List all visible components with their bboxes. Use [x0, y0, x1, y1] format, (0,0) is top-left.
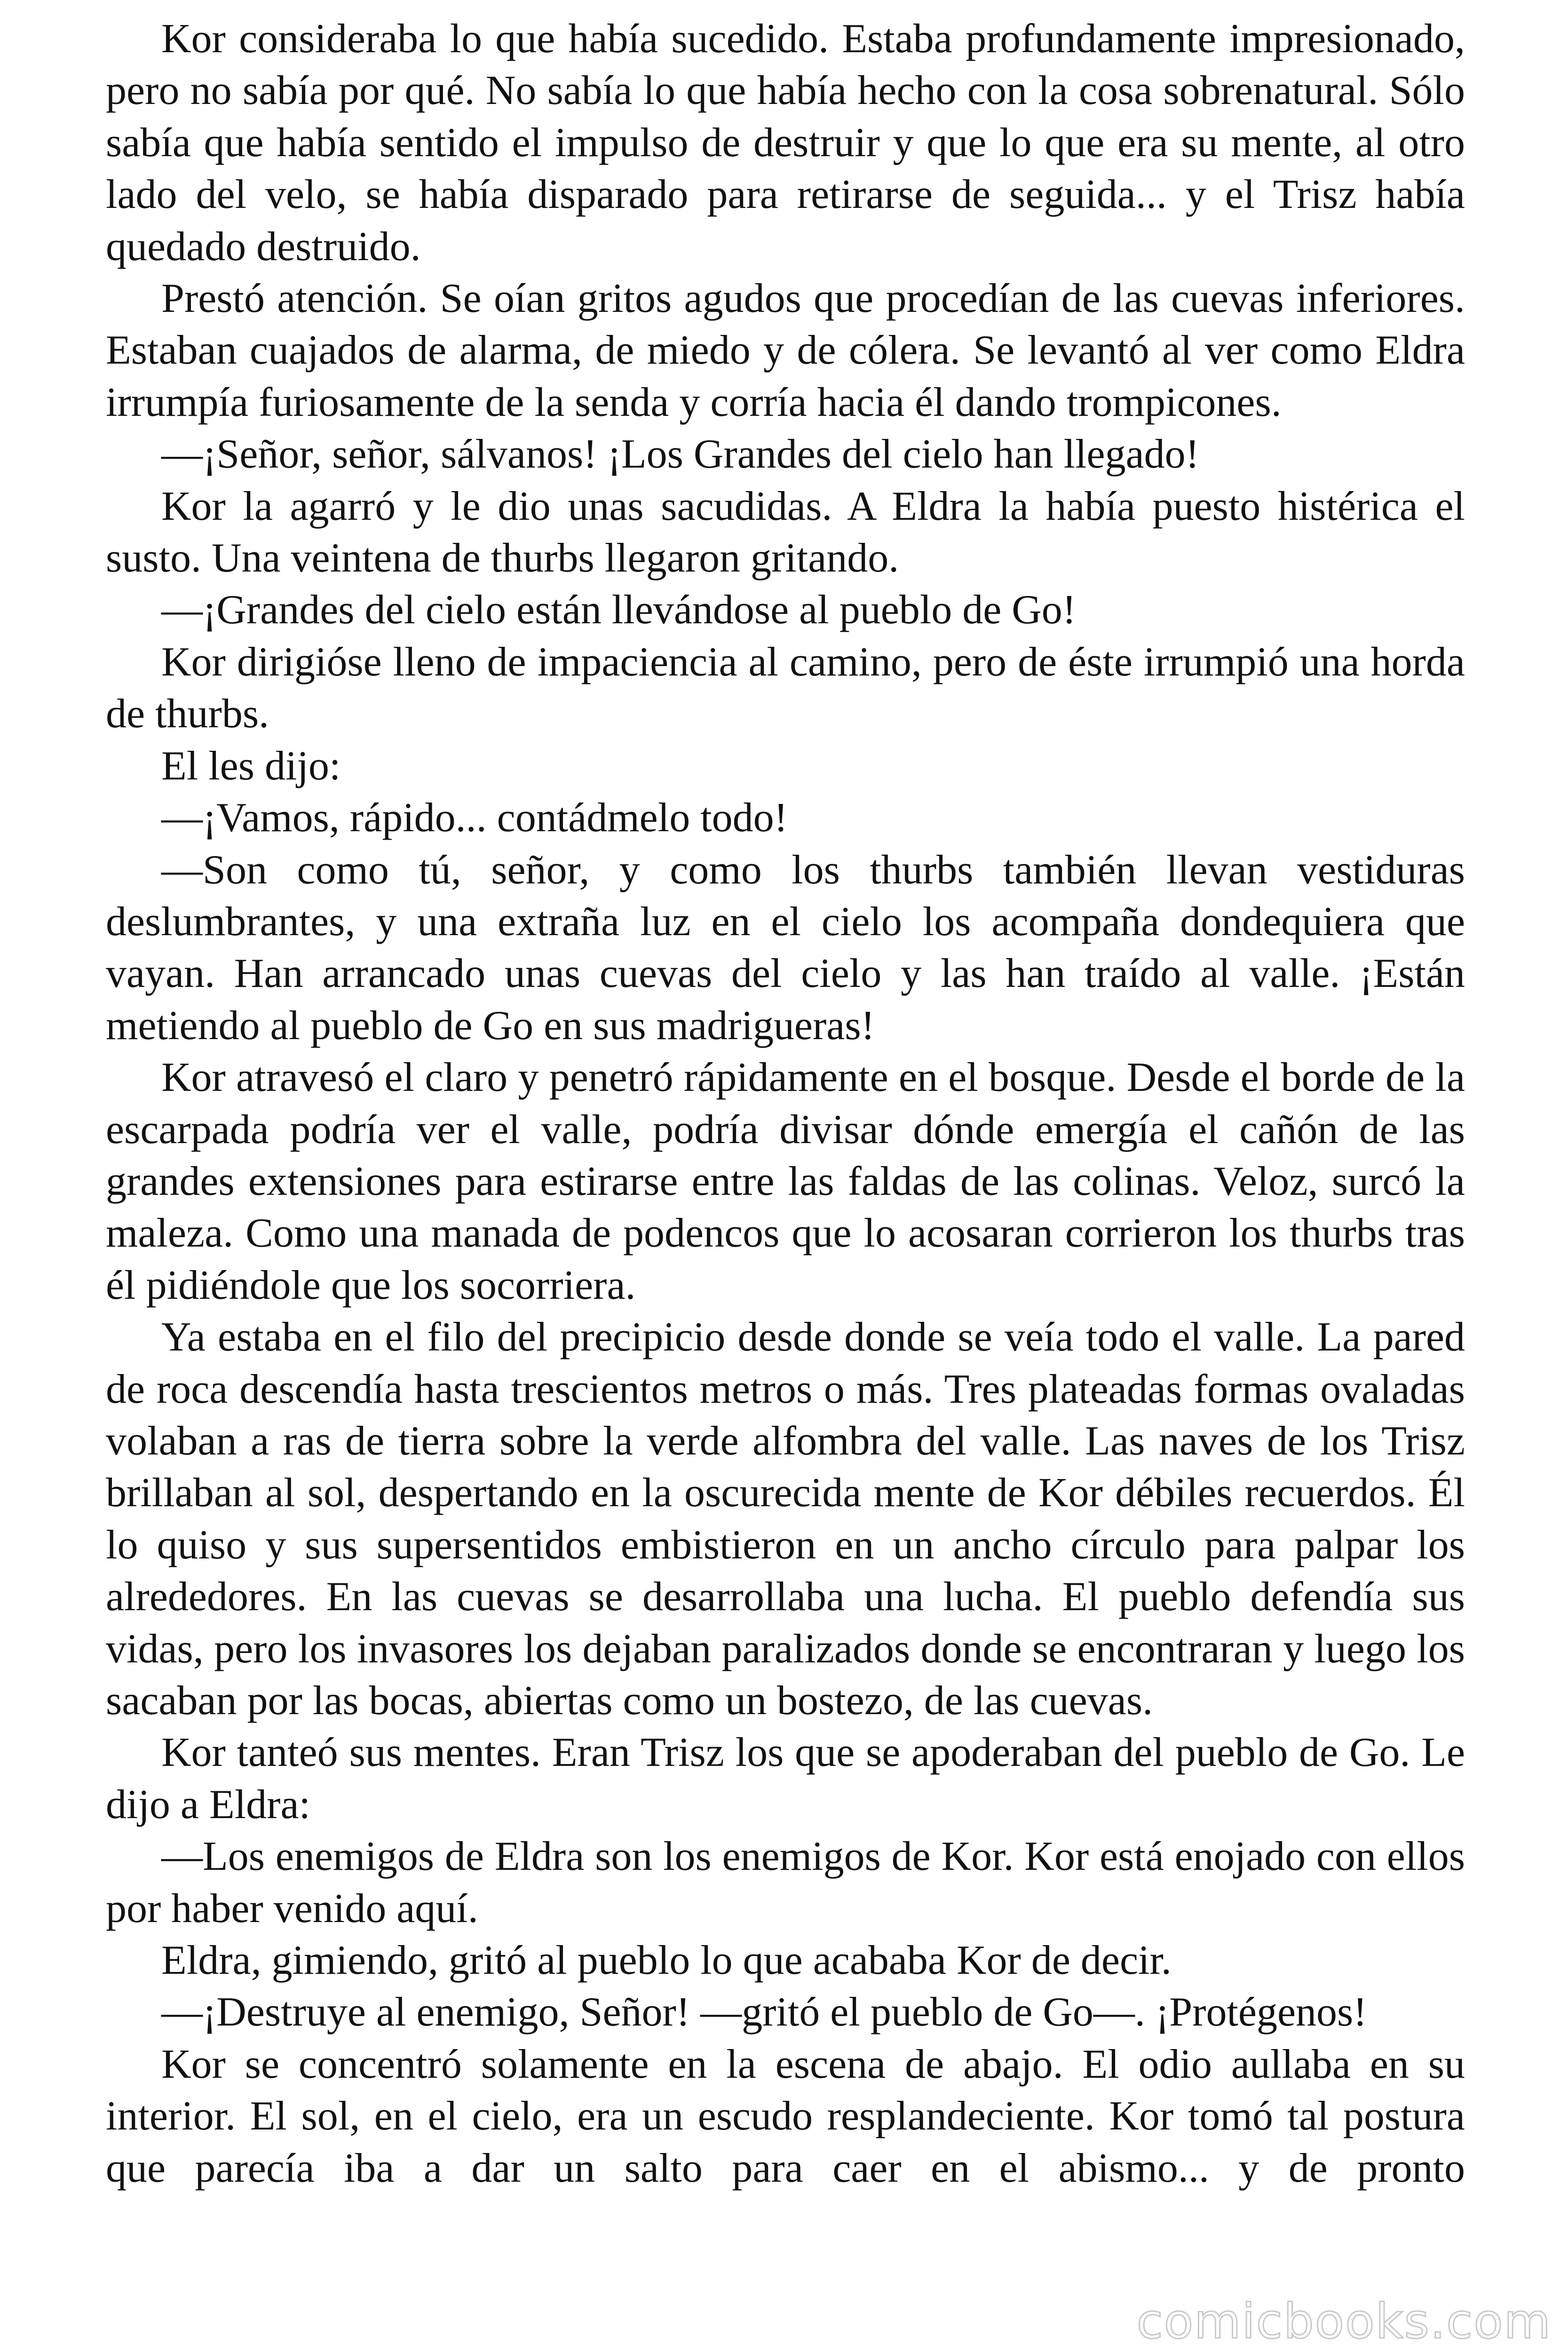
watermark: comicbooks.com [1136, 2294, 1552, 2350]
paragraph: El les dijo: [161, 743, 341, 789]
paragraph: —¡Señor, señor, sálvanos! ¡Los Grandes del cielo han llegado! [161, 431, 1199, 477]
paragraph: Kor consideraba lo que había sucedido. Estaba profundamente impresionado, pero no sabía por qué. No sabía lo que había hecho con la cosa sobrenatural. Sólo sabía que había sentido el impulso de destruir y que lo que era su mente, al otro lado del velo, se había disparado para retirarse de seguida... y el Trisz había quedado destruido. [106, 16, 1465, 270]
paragraph: —Los enemigos de Eldra son los enemigos de Kor. Kor está enojado con ellos por haber venido aquí. [106, 1834, 1465, 1931]
paragraph: —¡Vamos, rápido... contádmelo todo! [161, 795, 788, 841]
page-text [106, 13, 1465, 2194]
paragraph: —¡Destruye al enemigo, Señor! —gritó el pueblo de Go—. ¡Protégenos! [161, 1989, 1367, 2035]
paragraph: Eldra, gimiendo, gritó al pueblo lo que acababa Kor de decir. [161, 1938, 1172, 1984]
paragraph: Prestó atención. Se oían gritos agudos que procedían de las cuevas inferiores. Estaban cuajados de alarma, de miedo y de cólera. Se levantó al ver como Eldra irrumpía furiosamente de la senda y corría hacia él dando trompicones. [106, 276, 1465, 425]
paragraph: —¡Grandes del cielo están llevándose al pueblo de Go! [161, 587, 1077, 633]
paragraph: Kor atravesó el claro y penetró rápidamente en el bosque. Desde el borde de la escarpada podría ver el valle, podría divisar dónde emergía el cañón de las grandes extensiones para estirarse entre las faldas de las colinas. Veloz, surcó la maleza. Como una manada de podencos que lo acosaran corrieron los thurbs tras él pidiéndole que los socorriera. [106, 1055, 1465, 1308]
paragraph: Kor dirigióse lleno de impaciencia al camino, pero de éste irrumpió una horda de thurbs. [106, 639, 1465, 737]
paragraph: Kor se concentró solamente en la escena de abajo. El odio aullaba en su interior. El sol, en el cielo, era un escudo resplandeciente. Kor tomó tal postura que parecía iba a dar un salto para caer en el abismo... y de pronto [106, 2041, 1465, 2191]
paragraph: Kor la agarró y le dio unas sacudidas. A Eldra la había puesto histérica el susto. Una veintena de thurbs llegaron gritando. [106, 483, 1465, 581]
paragraph: Kor tanteó sus mentes. Eran Trisz los que se apoderaban del pueblo de Go. Le dijo a Eldra: [106, 1730, 1465, 1828]
paragraph: —Son como tú, señor, y como los thurbs también llevan vestiduras deslumbrantes, y una extraña luz en el cielo los acompaña dondequiera que vayan. Han arrancado unas cuevas del cielo y las han traído al valle. ¡Están metiendo al pueblo de Go en sus madrigueras! [106, 847, 1465, 1049]
paragraph: Ya estaba en el filo del precipicio desde donde se veía todo el valle. La pared de roca descendía hasta trescientos metros o más. Tres plateadas formas ovaladas volaban a ras de tierra sobre la verde alfombra del valle. Las naves de los Trisz brillaban al sol, despertando en la oscurecida mente de Kor débiles recuerdos. Él lo quiso y sus supersentidos embistieron en un ancho círculo para palpar los alrededores. En las cuevas se desarrollaba una lucha. El pueblo defendía sus vidas, pero los invasores los dejaban paralizados donde se encontraran y luego los sacaban por las bocas, abiertas como un bostezo, de las cuevas. [106, 1314, 1465, 1724]
